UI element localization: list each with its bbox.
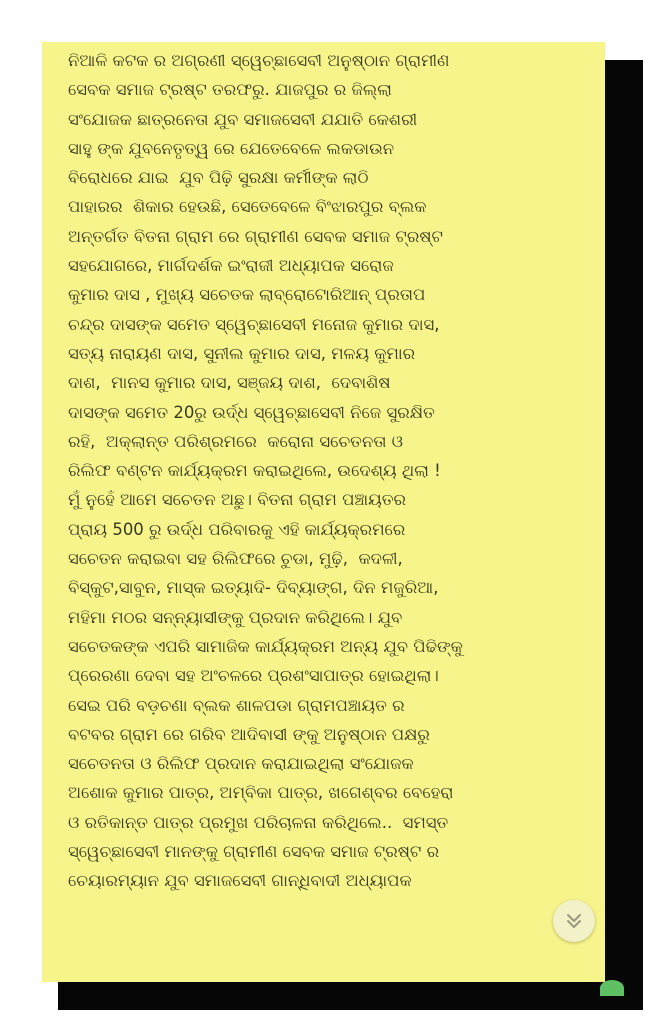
message-text: [68, 46, 588, 896]
message-line: ଅନ୍ତର୍ଗତ ବିତନା ଗ୍ରାମ ରେ ଗ୍ରାମୀଣ ସେବକ ସମାଜ ଟ୍ରଷ୍ଟ: [68, 226, 443, 246]
message-line: ମୁଁ ନୁହେଁ ଆମେ ସଚେତନ ଅଛୁ। ବିତନା ଗ୍ରାମ ପଞ୍ଚାୟତର: [68, 490, 407, 510]
message-line: ସଚେତକଙ୍କ ଏପରି ସାମାଜିକ କାର୍ଯ୍ୟକ୍ରମ ଅନ୍ୟ ଯୁବ ପିଢିଙ୍କୁ: [68, 636, 463, 656]
message-line: ଦାଶ, ମାନସ କୁମାର ଦାସ, ସଞ୍ଜୟ ଦାଶ, ଦେବାଶିଷ: [68, 373, 391, 393]
message-line: ସ୍ୱେଚ୍ଛାସେବୀ ମାନଙ୍କୁ ଗ୍ରାମୀଣ ସେବକ ସମାଜ ଟ୍ରଷ୍ଟ ର: [68, 842, 440, 862]
message-line: ବିସ୍କୁଟ,ସାବୁନ, ମାସ୍କ ଇତ୍ୟାଦି- ଦିବ୍ୟାଙ୍ଗ, ଦିନ ମଜୁରିଆ,: [68, 578, 439, 598]
message-line: ସଚେତନତା ଓ ରିଲିଫ ପ୍ରଦାନ କରାଯାଇଥିଲା ସଂଯୋଜକ: [68, 754, 414, 774]
message-line: ପ୍ରେରଣା ଦେବା ସହ ଅଂଚଳରେ ପ୍ରଶଂସାପାତ୍ର ହୋଇଥିଲା।: [68, 666, 439, 686]
message-line: ରିଲିଫ ବଣ୍ଟନ କାର୍ଯ୍ୟକ୍ରମ କରାଇଥିଲେ, ଉଦେଶ୍ୟ ଥିଲା !: [68, 461, 441, 481]
chevron-double-down-icon: [565, 912, 583, 930]
green-indicator: [600, 980, 624, 996]
message-bubble: [42, 42, 605, 982]
message-line: ସହଯୋଗରେ, ମାର୍ଗଦର୍ଶକ ଇଂରାଜୀ ଅଧ୍ୟାପକ ସରୋଜ: [68, 256, 394, 276]
message-line: ସତ୍ୟ ନାରାୟଣ ଦାସ, ସୁନୀଲ କୁମାର ଦାସ, ମଳୟ କୁମାର: [68, 343, 416, 363]
message-line: ସେଇ ପରି ବଡ଼ଚଣା ବ୍ଲକ ଶାଳପଡା ଗ୍ରାମପଞ୍ଚାୟତ ର: [68, 695, 405, 715]
message-line: ସଂଯୋଜକ ଛାତ୍ରନେତା ଯୁବ ସମାଜସେବୀ ଯଯାତି କେଶରୀ: [68, 109, 418, 129]
message-line: ଓ ରତିକାନ୍ତ ପାତ୍ର ପ୍ରମୁଖ ପରିଚାଳନା କରିଥିଲେ.. ସମସ୍ତ: [68, 812, 449, 832]
message-line: ଅଶୋକ କୁମାର ପାତ୍ର, ଅମ୍ବିକା ପାତ୍ର, ଖଗେଶ୍ବର ବେହେରା: [68, 783, 454, 803]
message-line: ମହିମା ମଠର ସନ୍ନ୍ୟାସୀଙ୍କୁ ପ୍ରଦାନ କରିଥିଲେ। ଯୁବ: [68, 607, 403, 627]
scroll-to-bottom-button[interactable]: [553, 900, 595, 942]
message-line: ବିରୋଧରେ ଯାଇ ଯୁବ ପିଢ଼ି ସୁରକ୍ଷା କର୍ମୀଙ୍କ ଲାଠି: [68, 168, 369, 188]
message-line: ଚେୟାରମ୍ୟାନ ଯୁବ ସମାଜସେବୀ ଗାନ୍ଧିବାଦୀ ଅଧ୍ୟାପକ: [68, 871, 412, 891]
message-line: ପାହାରର ଶିକାର ହେଉଛି, ସେତେବେଳେ ବିଂଝାରପୁର ବ୍ଲକ: [68, 197, 427, 217]
message-line: ଦାସଙ୍କ ସମେତ 20ରୁ ଉର୍ଦ୍ଧ ସ୍ୱେଚ୍ଛାସେବୀ ନିଜେ ସୁରକ୍ଷିତ: [68, 402, 435, 422]
message-line: ଚନ୍ଦ୍ର ଦାସଙ୍କ ସମେତ ସ୍ୱେଚ୍ଛାସେବୀ ମନୋଜ କୁମାର ଦାସ,: [68, 314, 440, 334]
message-line: କୁମାର ଦାସ , ମୁଖ୍ୟ ସଚେତକ ଲାବ୍ରୋଟୋରିଆନ୍ ପ୍ରତାପ: [68, 285, 426, 305]
message-line: ସେବକ ସମାଜ ଟ୍ରଷ୍ଟ ତରଫରୁ. ଯାଜପୁର ର ଜିଲ୍ଲା: [68, 80, 392, 100]
message-line: ବଟବର ଗ୍ରାମ ରେ ଗରିବ ଆଦିବାସୀ ଙ୍କୁ ଅନୁଷ୍ଠାନ ପକ୍ଷରୁ: [68, 724, 430, 744]
message-line: ପ୍ରାୟ 500 ରୁ ଉର୍ଦ୍ଧ ପରିବାରକୁ ଏହି କାର୍ଯ୍ୟକ୍ରମରେ: [68, 519, 406, 539]
message-line: ରହି, ଅକ୍ଲାନ୍ତ ପରିଶ୍ରମରେ କରୋନା ସଚେତନତା ଓ: [68, 431, 404, 451]
message-line: ସାହୁ ଙ୍କ ଯୁବନେତୃତ୍ୱ ରେ ଯେତେବେଳେ ଲକଡାଉନ: [68, 138, 395, 158]
message-line: ସଚେତନ କରାଇବା ସହ ରିଲିଫରେ ଚୁଡା, ମୁଢ଼ି, କଦଳୀ,: [68, 549, 403, 569]
message-line: ନିଆଳି କଟକ ର ଅଗ୍ରଣୀ ସ୍ୱେଚ୍ଛାସେବୀ ଅନୁଷ୍ଠାନ ଗ୍ରାମୀଣ: [68, 51, 450, 70]
